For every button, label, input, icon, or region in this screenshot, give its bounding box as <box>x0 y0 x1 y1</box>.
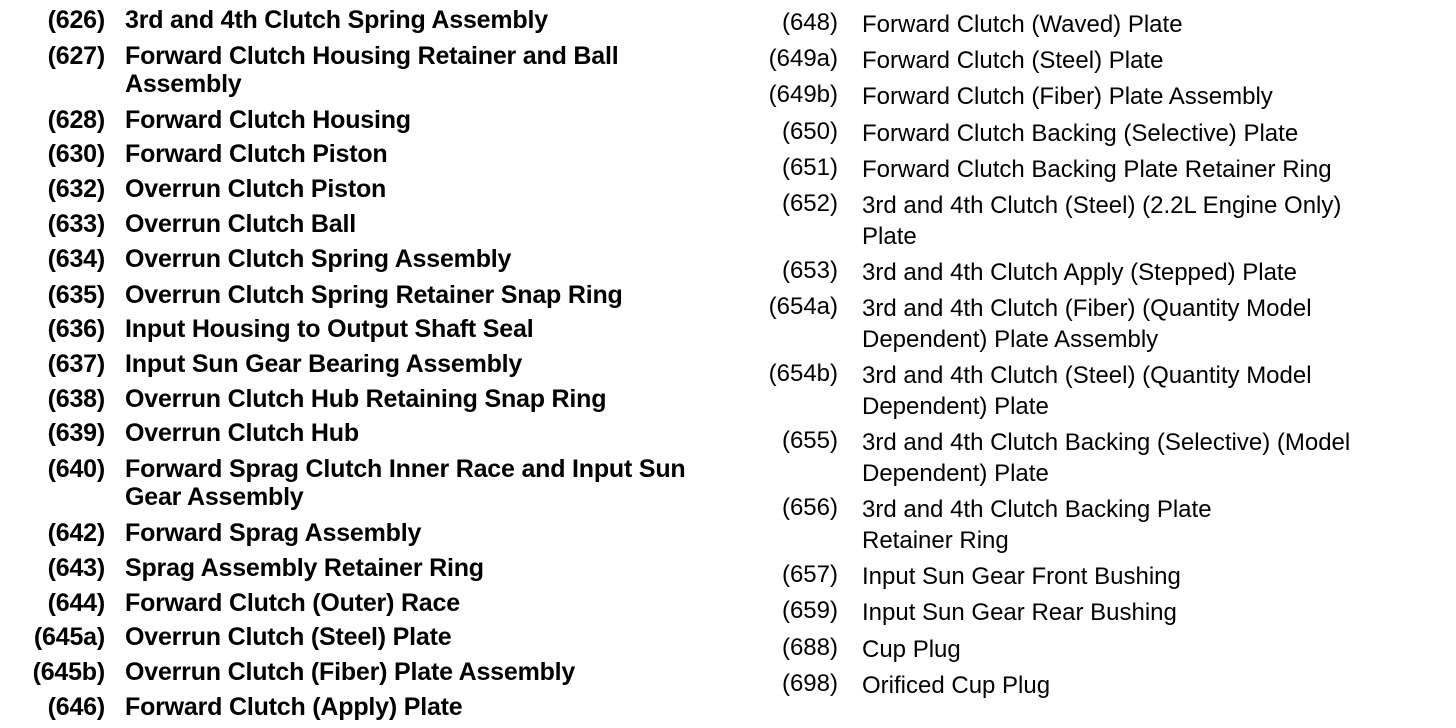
part-description: Forward Clutch Piston <box>125 140 388 168</box>
part-number: (628) <box>47 106 105 134</box>
part-number: (640) <box>47 455 105 483</box>
part-number: (637) <box>47 350 105 378</box>
part-description: Forward Clutch (Apply) Plate <box>125 693 463 721</box>
part-description: Input Housing to Output Shaft Seal <box>125 315 534 343</box>
part-number: (649a) <box>768 45 838 72</box>
part-description: Input Sun Gear Bearing Assembly <box>125 350 523 378</box>
part-number: (651) <box>781 154 838 181</box>
part-description: Forward Clutch (Steel) Plate <box>862 47 1164 74</box>
part-description: Forward Clutch (Outer) Race <box>125 589 460 617</box>
part-description: Overrun Clutch (Steel) Plate <box>125 623 452 651</box>
part-description: 3rd and 4th Clutch Backing (Selective) (Model Dependent) Plate <box>862 429 1351 487</box>
part-description: Forward Clutch Housing <box>125 106 411 134</box>
part-description: Sprag Assembly Retainer Ring <box>125 554 484 582</box>
part-description: Overrun Clutch (Fiber) Plate Assembly <box>125 658 576 686</box>
part-description: Orificed Cup Plug <box>862 672 1051 699</box>
part-description: Overrun Clutch Hub Retaining Snap Ring <box>125 385 607 413</box>
part-description: Overrun Clutch Hub <box>125 419 359 447</box>
part-description: 3rd and 4th Clutch (Fiber) (Quantity Model Dependent) Plate Assembly <box>862 295 1312 353</box>
part-number: (634) <box>47 245 105 273</box>
part-number: (646) <box>47 693 105 721</box>
part-number: (627) <box>47 42 105 70</box>
part-description: Overrun Clutch Piston <box>125 175 387 203</box>
part-number: (644) <box>47 589 105 617</box>
part-description: Overrun Clutch Ball <box>125 210 356 238</box>
part-number: (698) <box>781 670 838 697</box>
part-number: (638) <box>47 385 105 413</box>
part-description: Input Sun Gear Front Bushing <box>862 563 1181 590</box>
part-number: (688) <box>781 634 838 661</box>
part-description: Forward Sprag Clutch Inner Race and Input Sun Gear Assembly <box>125 455 686 511</box>
part-number: (654a) <box>768 293 838 320</box>
part-number: (655) <box>781 427 838 454</box>
part-description: Forward Clutch (Fiber) Plate Assembly <box>862 83 1273 110</box>
part-number: (635) <box>47 281 105 309</box>
part-number: (654b) <box>768 360 838 387</box>
part-number: (648) <box>781 9 838 36</box>
part-description: 3rd and 4th Clutch Apply (Stepped) Plate <box>862 259 1297 286</box>
part-number: (649b) <box>768 81 838 108</box>
part-description: Forward Clutch Backing Plate Retainer Ring <box>862 156 1332 183</box>
part-number: (656) <box>781 494 838 521</box>
part-number: (639) <box>47 419 105 447</box>
part-description: 3rd and 4th Clutch Spring Assembly <box>125 6 548 34</box>
part-number: (626) <box>47 6 105 34</box>
part-number: (652) <box>781 190 838 217</box>
part-description: Input Sun Gear Rear Bushing <box>862 599 1177 626</box>
part-number: (645b) <box>32 658 105 686</box>
part-description: Overrun Clutch Spring Assembly <box>125 245 512 273</box>
part-number: (630) <box>47 140 105 168</box>
part-number: (659) <box>781 597 838 624</box>
part-description: Forward Clutch Housing Retainer and Ball Assembly <box>125 42 619 98</box>
part-description: 3rd and 4th Clutch (Steel) (Quantity Model Dependent) Plate <box>862 362 1312 420</box>
part-number: (643) <box>47 554 105 582</box>
part-description: Forward Sprag Assembly <box>125 519 422 547</box>
part-number: (645a) <box>33 623 105 651</box>
part-description: Forward Clutch Backing (Selective) Plate <box>862 120 1299 147</box>
part-description: 3rd and 4th Clutch Backing Plate Retainer Ring <box>862 496 1212 554</box>
part-number: (636) <box>47 315 105 343</box>
part-number: (657) <box>781 561 838 588</box>
part-number: (642) <box>47 519 105 547</box>
part-description: Cup Plug <box>862 636 961 663</box>
part-number: (650) <box>781 118 838 145</box>
part-description: Overrun Clutch Spring Retainer Snap Ring <box>125 281 623 309</box>
part-number: (632) <box>47 175 105 203</box>
part-description: 3rd and 4th Clutch (Steel) (2.2L Engine Only) Plate <box>862 192 1342 250</box>
part-description: Forward Clutch (Waved) Plate <box>862 11 1183 38</box>
part-number: (633) <box>47 210 105 238</box>
part-number: (653) <box>781 257 838 284</box>
